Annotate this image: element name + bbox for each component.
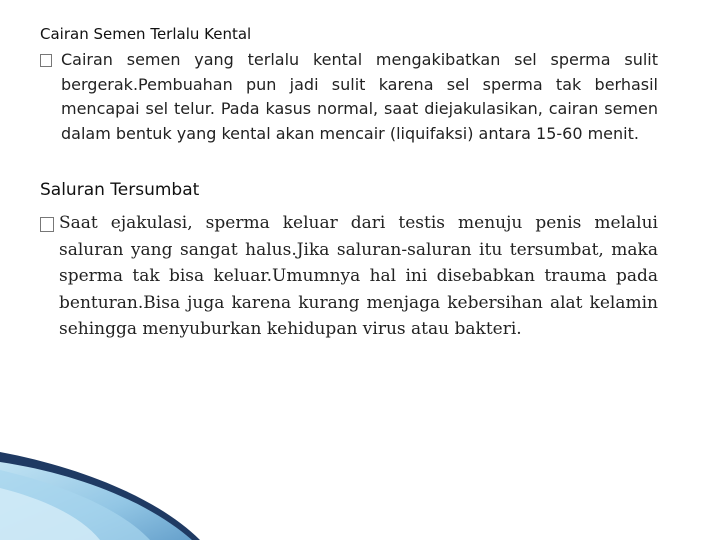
square-bullet-icon — [40, 217, 54, 232]
square-bullet-icon — [40, 54, 52, 67]
section-heading-saluran: Saluran Tersumbat — [40, 180, 200, 200]
bullet-text: Cairan semen yang terlalu kental mengakibatkan sel sperma sulit bergerak.Pembuahan pun jadi sulit karena sel sperma tak berhasil mencapai sel telur. Pada kasus normal, saat diejakulasikan, cairan semen dalam bentuk yang kental akan mencair (liquifaksi) antara 15-60 menit. — [61, 50, 658, 143]
bullet-list-saluran — [40, 210, 658, 343]
section-heading-semen: Cairan Semen Terlalu Kental — [40, 25, 252, 43]
bullet-item — [40, 210, 658, 343]
bullet-text: Saat ejakulasi, sperma keluar dari testis menuju penis melalui saluran yang sangat halus.Jika saluran-saluran itu tersumbat, maka sperma tak bisa keluar.Umumnya hal ini disebabkan trauma pada benturan.Bisa juga karena kurang menjaga kebersihan alat kelamin sehingga menyuburkan kehidupan virus atau bakteri. — [59, 213, 658, 339]
bullet-list-semen — [40, 48, 658, 146]
bullet-item — [40, 48, 658, 146]
